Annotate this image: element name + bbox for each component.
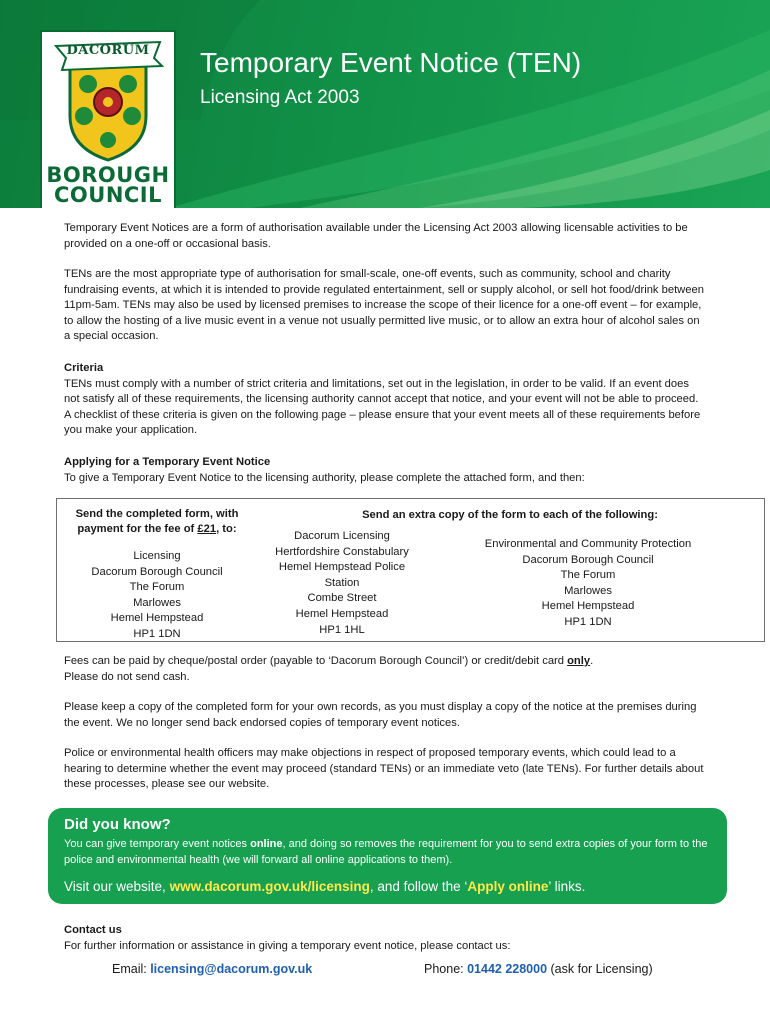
fees-section [64,654,706,685]
intro-paragraph-1: Temporary Event Notices are a form of authorisation available under the Licensing Act 2003 allowing licensable activities to be provided on a one-off or occasional basis. [64,222,688,250]
criteria-section [64,361,706,439]
fee-amount: £21 [197,523,217,535]
contact-section [64,923,706,954]
only-emphasis: only [567,655,591,667]
applying-section [64,455,706,486]
fees-line-2: Please do not send cash. [64,670,190,683]
did-you-know-title: Did you know? [64,816,171,833]
did-you-know-panel [48,808,727,904]
header-banner [0,0,770,208]
environmental-address: Environmental and Community Protection Dacorum Borough Council The Forum Marlowes Hemel Hempstead HP1 1DN [484,538,692,628]
phone-link[interactable]: 01442 228000 [467,962,548,976]
contact-heading: Contact us [64,924,122,936]
apply-online-link[interactable]: Apply online [467,879,549,894]
copy-note-text: Please keep a copy of the completed form for your own records, as you must display a copy of the notice at the premises during the event. We no longer send back endorsed copies of temporary event notices. [64,701,697,729]
extra-copy-title: Send an extra copy of the form to each of the following: [362,509,658,521]
logo-banner-text: DACORUM [66,43,150,58]
send-box-title-line2: payment for the fee of £21, to: [77,523,237,535]
page-title: Temporary Event Notice (TEN) [200,47,582,78]
email-link[interactable]: licensing@dacorum.gov.uk [150,962,313,976]
objections-text: Police or environmental health officers may make objections in respect of proposed temporary events, which could lead to a hearing to determine whether the event may proceed (standard TENs) or an immediate veto (late TENs). For further details about these processes, please see our website. [64,747,704,791]
intro-section [64,221,706,252]
police-address: Dacorum Licensing Hertfordshire Constabulary Hemel Hempstead Police Station Combe Street Hemel Hempstead HP1 1HL [275,530,409,636]
visit-website-line: Visit our website, www.dacorum.gov.uk/licensing, and follow the ‘Apply online’ links. [64,879,586,894]
extra-copy-box [256,498,765,642]
fees-line-1: Fees can be paid by cheque/postal order (payable to ‘Dacorum Borough Council’) or credit/debit card only. [64,655,594,667]
logo-text-borough: BOROUGH [46,163,170,187]
page-subtitle: Licensing Act 2003 [200,87,360,108]
applying-text: To give a Temporary Event Notice to the licensing authority, please complete the attached form, and then: [64,471,585,484]
objections-section [64,746,706,793]
contact-text: For further information or assistance in giving a temporary event notice, please contact us: [64,939,511,952]
logo-text-council: COUNCIL [54,183,162,207]
website-link[interactable]: www.dacorum.gov.uk/licensing [169,879,370,894]
intro-section-2 [64,267,706,345]
send-box-title-line1: Send the completed form, with [75,508,239,520]
send-form-box [56,498,258,642]
council-logo [40,30,176,208]
contact-phone: Phone: 01442 228000 (ask for Licensing) [424,962,653,976]
did-you-know-text: You can give temporary event notices online, and doing so removes the requirement for you to send extra copies of your form to the police and environmental health (we will forward all online applications to them). [64,838,708,866]
intro-paragraph-2: TENs are the most appropriate type of authorisation for small-scale, one-off events, such as community, school and charity fundraising events, at which it is intended to provide regulated entertainment, sell or supply alcohol, or sell hot food/drink between 11pm-5am. TENs may also be used by licensed premises to increase the scope of their licence for a one-off event – for example, to allow the hosting of a live music event in a venue not usually permitted live music, or to allow an extra hour of alcohol sales on a special occasion. [64,268,704,343]
copy-note-section [64,700,706,731]
applying-heading: Applying for a Temporary Event Notice [64,456,271,468]
send-address: Licensing Dacorum Borough Council The Forum Marlowes Hemel Hempstead HP1 1DN [91,550,223,640]
criteria-text: TENs must comply with a number of strict criteria and limitations, set out in the legislation, in order to be valid. If an event does not satisfy all of these requirements, the licensing authority cannot accept that notice, and your event will not be able to proceed. A checklist of these criteria is given on the following page – please ensure that your event meets all of these requirements before you make your application. [64,377,701,437]
contact-email: Email: licensing@dacorum.gov.uk [112,962,313,976]
criteria-heading: Criteria [64,362,104,374]
